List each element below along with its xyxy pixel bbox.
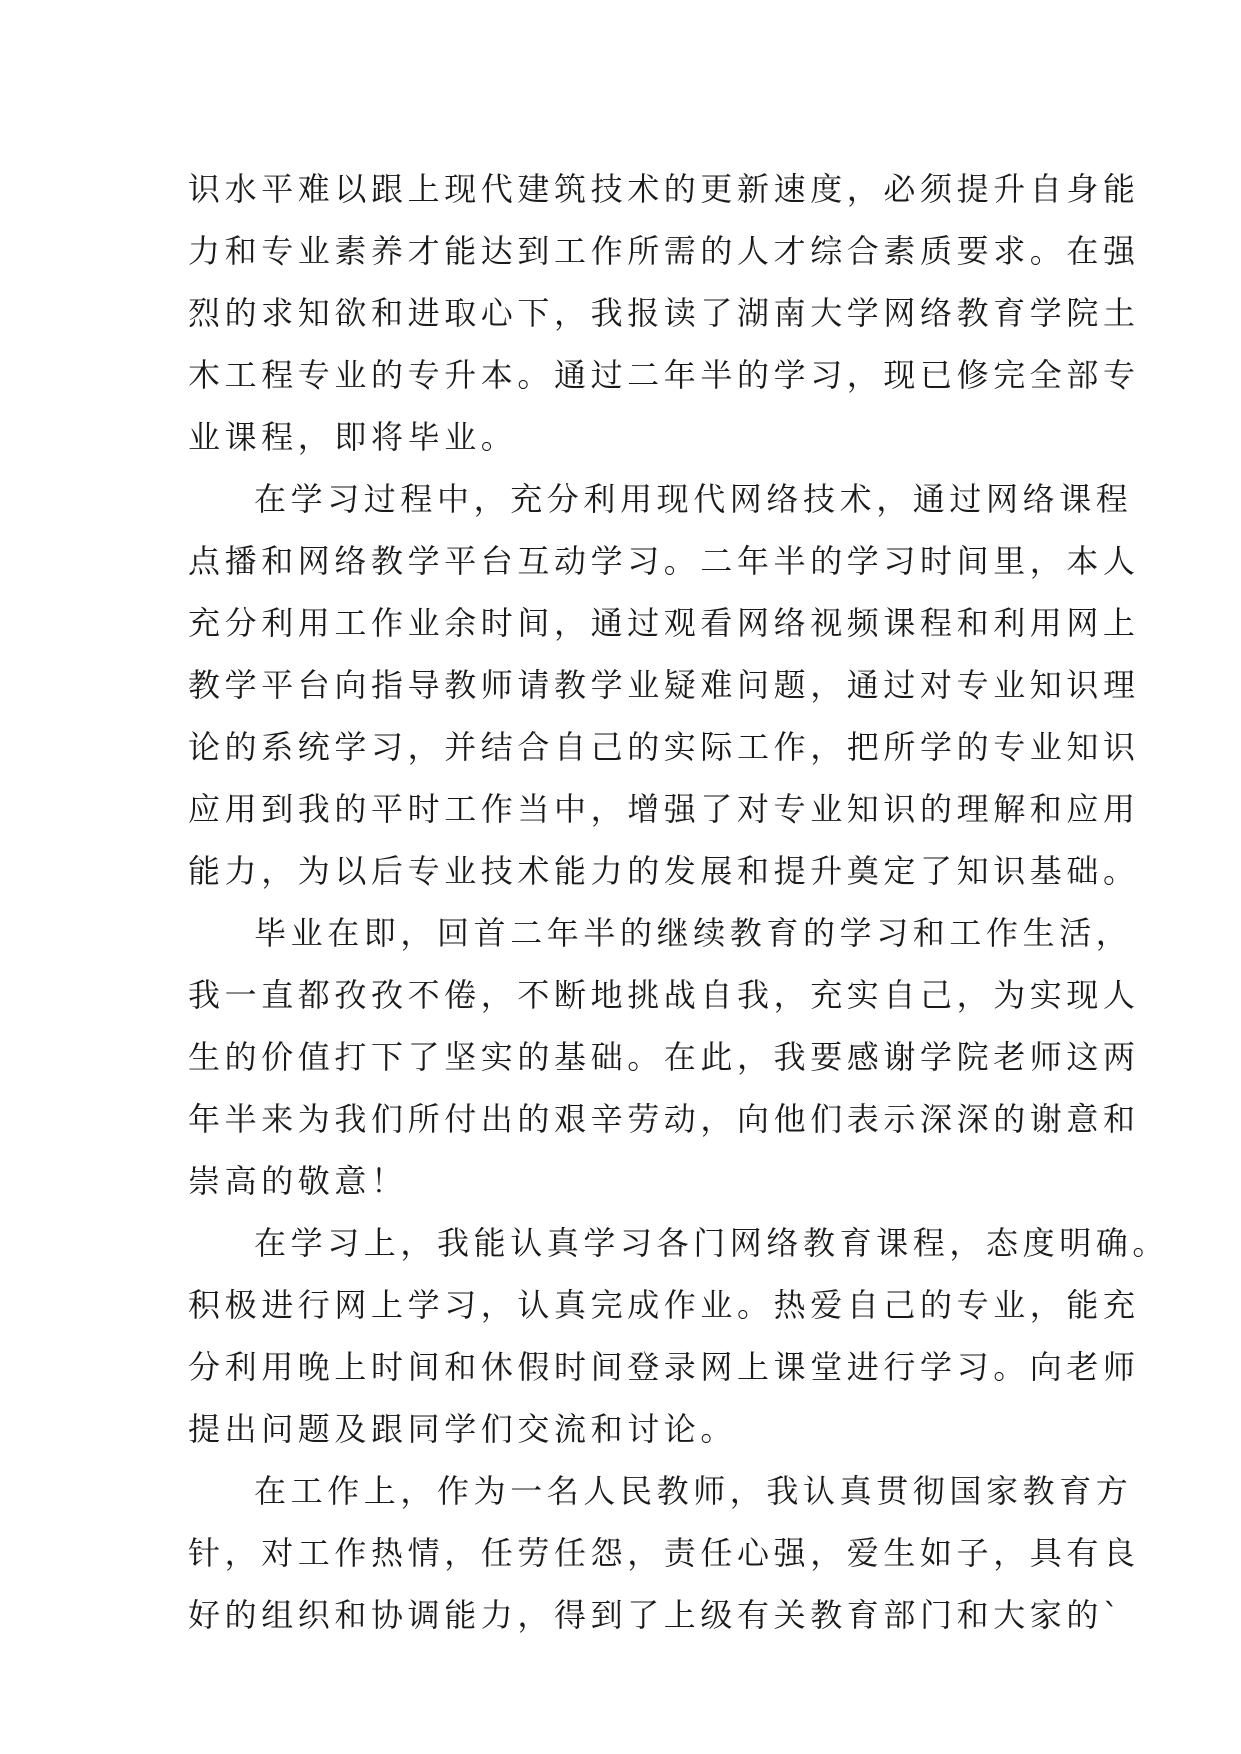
text-line: 论的系统学习，并结合自己的实际工作，把所学的专业知识 <box>188 728 1140 766</box>
text-line: 我一直都孜孜不倦，不断地挑战自我，充实自己，为实现人 <box>188 976 1140 1014</box>
text-line: 积极进行网上学习，认真完成作业。热爱自己的专业，能充 <box>188 1286 1140 1324</box>
paragraph-first-line: 在工作上，作为一名人民教师，我认真贯彻国家教育方 <box>254 1472 1133 1510</box>
text-line: 能力，为以后专业技术能力的发展和提升奠定了知识基础。 <box>188 852 1140 890</box>
text-line: 崇高的敬意！ <box>188 1162 408 1200</box>
text-line: 分利用晚上时间和休假时间登录网上课堂进行学习。向老师 <box>188 1348 1140 1386</box>
text-line: 点播和网络教学平台互动学习。二年半的学习时间里，本人 <box>188 542 1140 580</box>
text-line: 木工程专业的专升本。通过二年半的学习，现已修完全部专 <box>188 356 1140 394</box>
text-line: 好的组织和协调能力，得到了上级有关教育部门和大家的` <box>188 1596 1124 1634</box>
text-line: 教学平台向指导教师请教学业疑难问题，通过对专业知识理 <box>188 666 1140 704</box>
text-line: 针，对工作热情，任劳任怨，责任心强，爱生如子，具有良 <box>188 1534 1140 1572</box>
text-line: 充分利用工作业余时间，通过观看网络视频课程和利用网上 <box>188 604 1140 642</box>
paragraph-first-line: 在学习过程中，充分利用现代网络技术，通过网络课程 <box>254 480 1133 518</box>
text-line: 生的价值打下了坚实的基础。在此，我要感谢学院老师这两 <box>188 1038 1140 1076</box>
text-line: 应用到我的平时工作当中，增强了对专业知识的理解和应用 <box>188 790 1140 828</box>
paragraph-first-line: 毕业在即，回首二年半的继续教育的学习和工作生活， <box>254 914 1133 952</box>
paragraph-first-line: 在学习上，我能认真学习各门网络教育课程，态度明确。 <box>254 1224 1170 1262</box>
text-line: 提出问题及跟同学们交流和讨论。 <box>188 1410 738 1448</box>
text-line: 烈的求知欲和进取心下，我报读了湖南大学网络教育学院土 <box>188 294 1140 332</box>
text-line: 年半来为我们所付出的艰辛劳动，向他们表示深深的谢意和 <box>188 1100 1140 1138</box>
text-line: 识水平难以跟上现代建筑技术的更新速度，必须提升自身能 <box>188 170 1140 208</box>
text-line: 业课程，即将毕业。 <box>188 418 518 456</box>
body-text <box>188 158 1170 1646</box>
text-line: 力和专业素养才能达到工作所需的人才综合素质要求。在强 <box>188 232 1140 270</box>
